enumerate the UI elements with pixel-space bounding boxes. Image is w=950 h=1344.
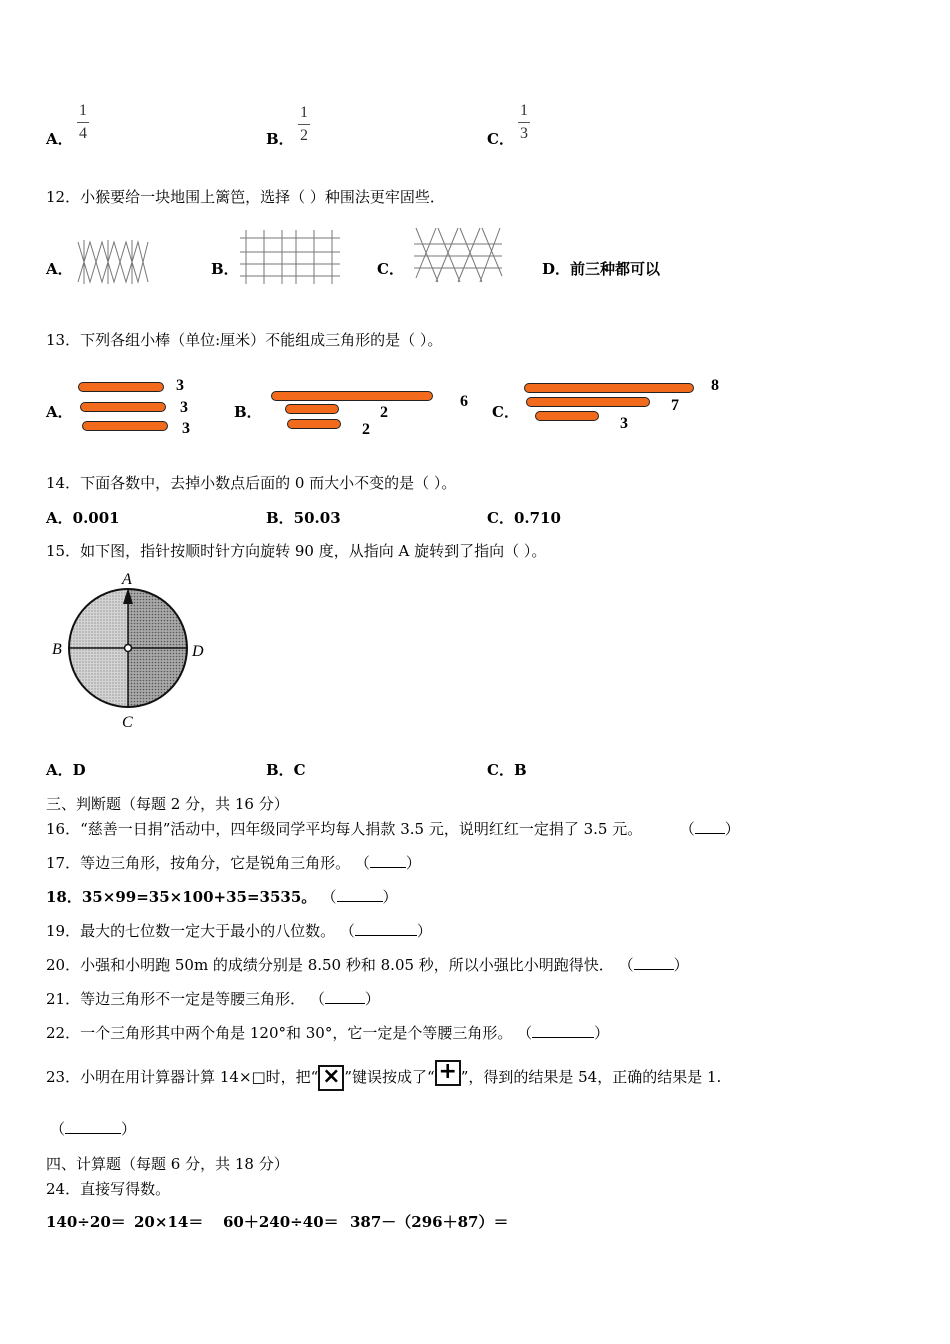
section-4-heading: 四、计算题（每题 6 分，共 18 分） [46,1155,289,1173]
judge-item-22-text: 22．一个三角形其中两个角是 120°和 30°，它一定是个等腰三角形。 [46,1024,513,1042]
q15-option-c: C．B [487,761,527,779]
denominator: 3 [520,125,528,142]
calc-item-4: 387－（296＋87）＝ [350,1213,509,1231]
calc-item-2: 20×14＝ [134,1213,204,1231]
q14-text: 14．下面各数中，去掉小数点后面的 0 而大小不变的是（ ）。 [46,474,457,492]
section-3-heading: 三、判断题（每题 2 分，共 16 分） [46,795,289,813]
q23-text [46,1060,721,1094]
paren-close: ） [724,820,740,838]
numerator: 1 [300,104,308,121]
denominator: 2 [300,127,308,144]
stick-c-1 [524,383,694,393]
dial-label-bottom: C [122,714,133,731]
dial-label-left: B [52,641,62,658]
q14-option-a: A．0.001 [46,509,120,527]
plus-key-icon [435,1060,461,1086]
paren-open: （ [321,888,337,906]
answer-blank[interactable] [370,855,406,868]
dial-center [125,645,132,652]
multiply-key-icon [318,1065,344,1091]
stick-c-2 [526,397,650,407]
stick-b-1 [271,391,433,401]
fence-diagonal-a-image [76,236,150,286]
answer-blank[interactable] [695,821,725,834]
answer-blank[interactable] [634,957,674,970]
plus-key-symbol: + [438,1059,457,1084]
paren-open: （ [50,1120,66,1138]
paren-open: （ [679,820,695,838]
paren-open: （ [309,990,325,1008]
judge-item-21 [46,988,380,1009]
answer-blank[interactable] [337,889,383,902]
numerator: 1 [520,102,528,119]
judge-item-22 [46,1022,609,1043]
stick-b-3 [287,419,341,429]
calc-item-3: 60＋240÷40＝ [223,1213,339,1231]
judge-item-18 [46,886,398,907]
stick-c-3-label: 3 [620,415,628,432]
judge-item-18-text: 18．35×99=35×100+35=3535。 [46,888,317,906]
q11-option-a-fraction [77,102,89,143]
judge-item-20 [46,954,689,975]
fence-crossed-c-image [412,226,504,284]
q13-option-c: C． [492,403,519,421]
stick-a-1-label: 3 [176,377,184,394]
judge-item-17-text: 17．等边三角形，按角分，它是锐角三角形。 [46,854,351,872]
judge-item-17 [46,852,421,873]
dial-image [46,568,216,734]
answer-blank[interactable] [65,1121,121,1134]
q11-option-c-fraction [518,102,530,143]
stick-c-3 [535,411,599,421]
paren-open: （ [354,854,370,872]
judge-item-19-text: 19．最大的七位数一定大于最小的八位数。 [46,922,336,940]
q12-option-a: A． [46,260,73,278]
fraction-bar [77,122,89,123]
q24-text: 24．直接写得数。 [46,1180,171,1198]
paren-open: （ [517,1024,533,1042]
judge-item-20-text: 20．小强和小明跑 50m 的成绩分别是 8.50 秒和 8.05 秒，所以小强比小明跑得快． [46,956,614,974]
q12-option-d: D．前三种都可以 [542,260,661,278]
dial-label-right: D [192,643,204,660]
q23-part3: ”，得到的结果是 54，正确的结果是 1. [460,1068,722,1086]
q23-part2: ”键误按成了“ [344,1068,435,1086]
stick-a-2-label: 3 [180,399,188,416]
answer-blank[interactable] [355,923,417,936]
q23-answer [50,1118,136,1139]
paren-close: ） [416,922,432,940]
stick-b-1-label: 6 [460,393,468,410]
stick-b-2-label: 2 [380,404,388,421]
multiply-key-symbol: × [322,1064,341,1089]
dial-label-top: A [122,571,132,588]
judge-item-16-text: 16．“慈善一日捐”活动中，四年级同学平均每人捐款 3.5 元，说明红红一定捐了 3.5 元。 [46,820,643,838]
stick-a-2 [80,402,166,412]
paren-close: ） [382,888,398,906]
judge-item-19 [46,920,432,941]
q11-option-b-letter: B． [266,130,294,148]
paren-close: ） [405,854,421,872]
q12-option-c: C． [377,260,404,278]
q13-text: 13．下列各组小棒（单位:厘米）不能组成三角形的是（ ）。 [46,331,443,349]
stick-a-3-label: 3 [182,420,190,437]
q11-option-b-fraction [298,104,310,145]
stick-b-3-label: 2 [362,421,370,438]
q15-option-a: A．D [46,761,86,779]
stick-c-1-label: 8 [711,377,719,394]
numerator: 1 [79,102,87,119]
fraction-bar [518,122,530,123]
q13-option-a: A． [46,403,73,421]
paren-close: ） [121,1120,137,1138]
paren-open: （ [339,922,355,940]
calc-item-1: 140÷20＝ [46,1213,126,1231]
stick-a-1 [78,382,164,392]
q15-text: 15．如下图，指针按顺时针方向旋转 90 度，从指向 A 旋转到了指向（ ）。 [46,542,547,560]
q14-option-b: B．50.03 [266,509,341,527]
judge-item-21-text: 21．等边三角形不一定是等腰三角形． [46,990,306,1008]
stick-c-2-label: 7 [671,397,679,414]
q23-part1: 23．小明在用计算器计算 14×□时，把“ [46,1068,319,1086]
q14-option-c: C．0.710 [487,509,561,527]
paren-close: ） [594,1024,610,1042]
q13-option-b: B． [234,403,262,421]
judge-item-16 [46,818,740,839]
paren-open: （ [618,956,634,974]
stick-b-2 [285,404,339,414]
answer-blank[interactable] [325,991,365,1004]
answer-blank[interactable] [532,1025,594,1038]
fraction-bar [298,124,310,125]
paren-close: ） [673,956,689,974]
q15-option-b: B．C [266,761,306,779]
q12-text: 12．小猴要给一块地围上篱笆，选择（ ）种围法更牢固些． [46,188,445,206]
q12-option-b: B． [211,260,239,278]
paren-close: ） [364,990,380,1008]
stick-a-3 [82,421,168,431]
denominator: 4 [79,125,87,142]
q11-option-a-letter: A． [46,130,73,148]
fence-grid-b-image [238,228,342,286]
q11-option-c-letter: C． [487,130,514,148]
